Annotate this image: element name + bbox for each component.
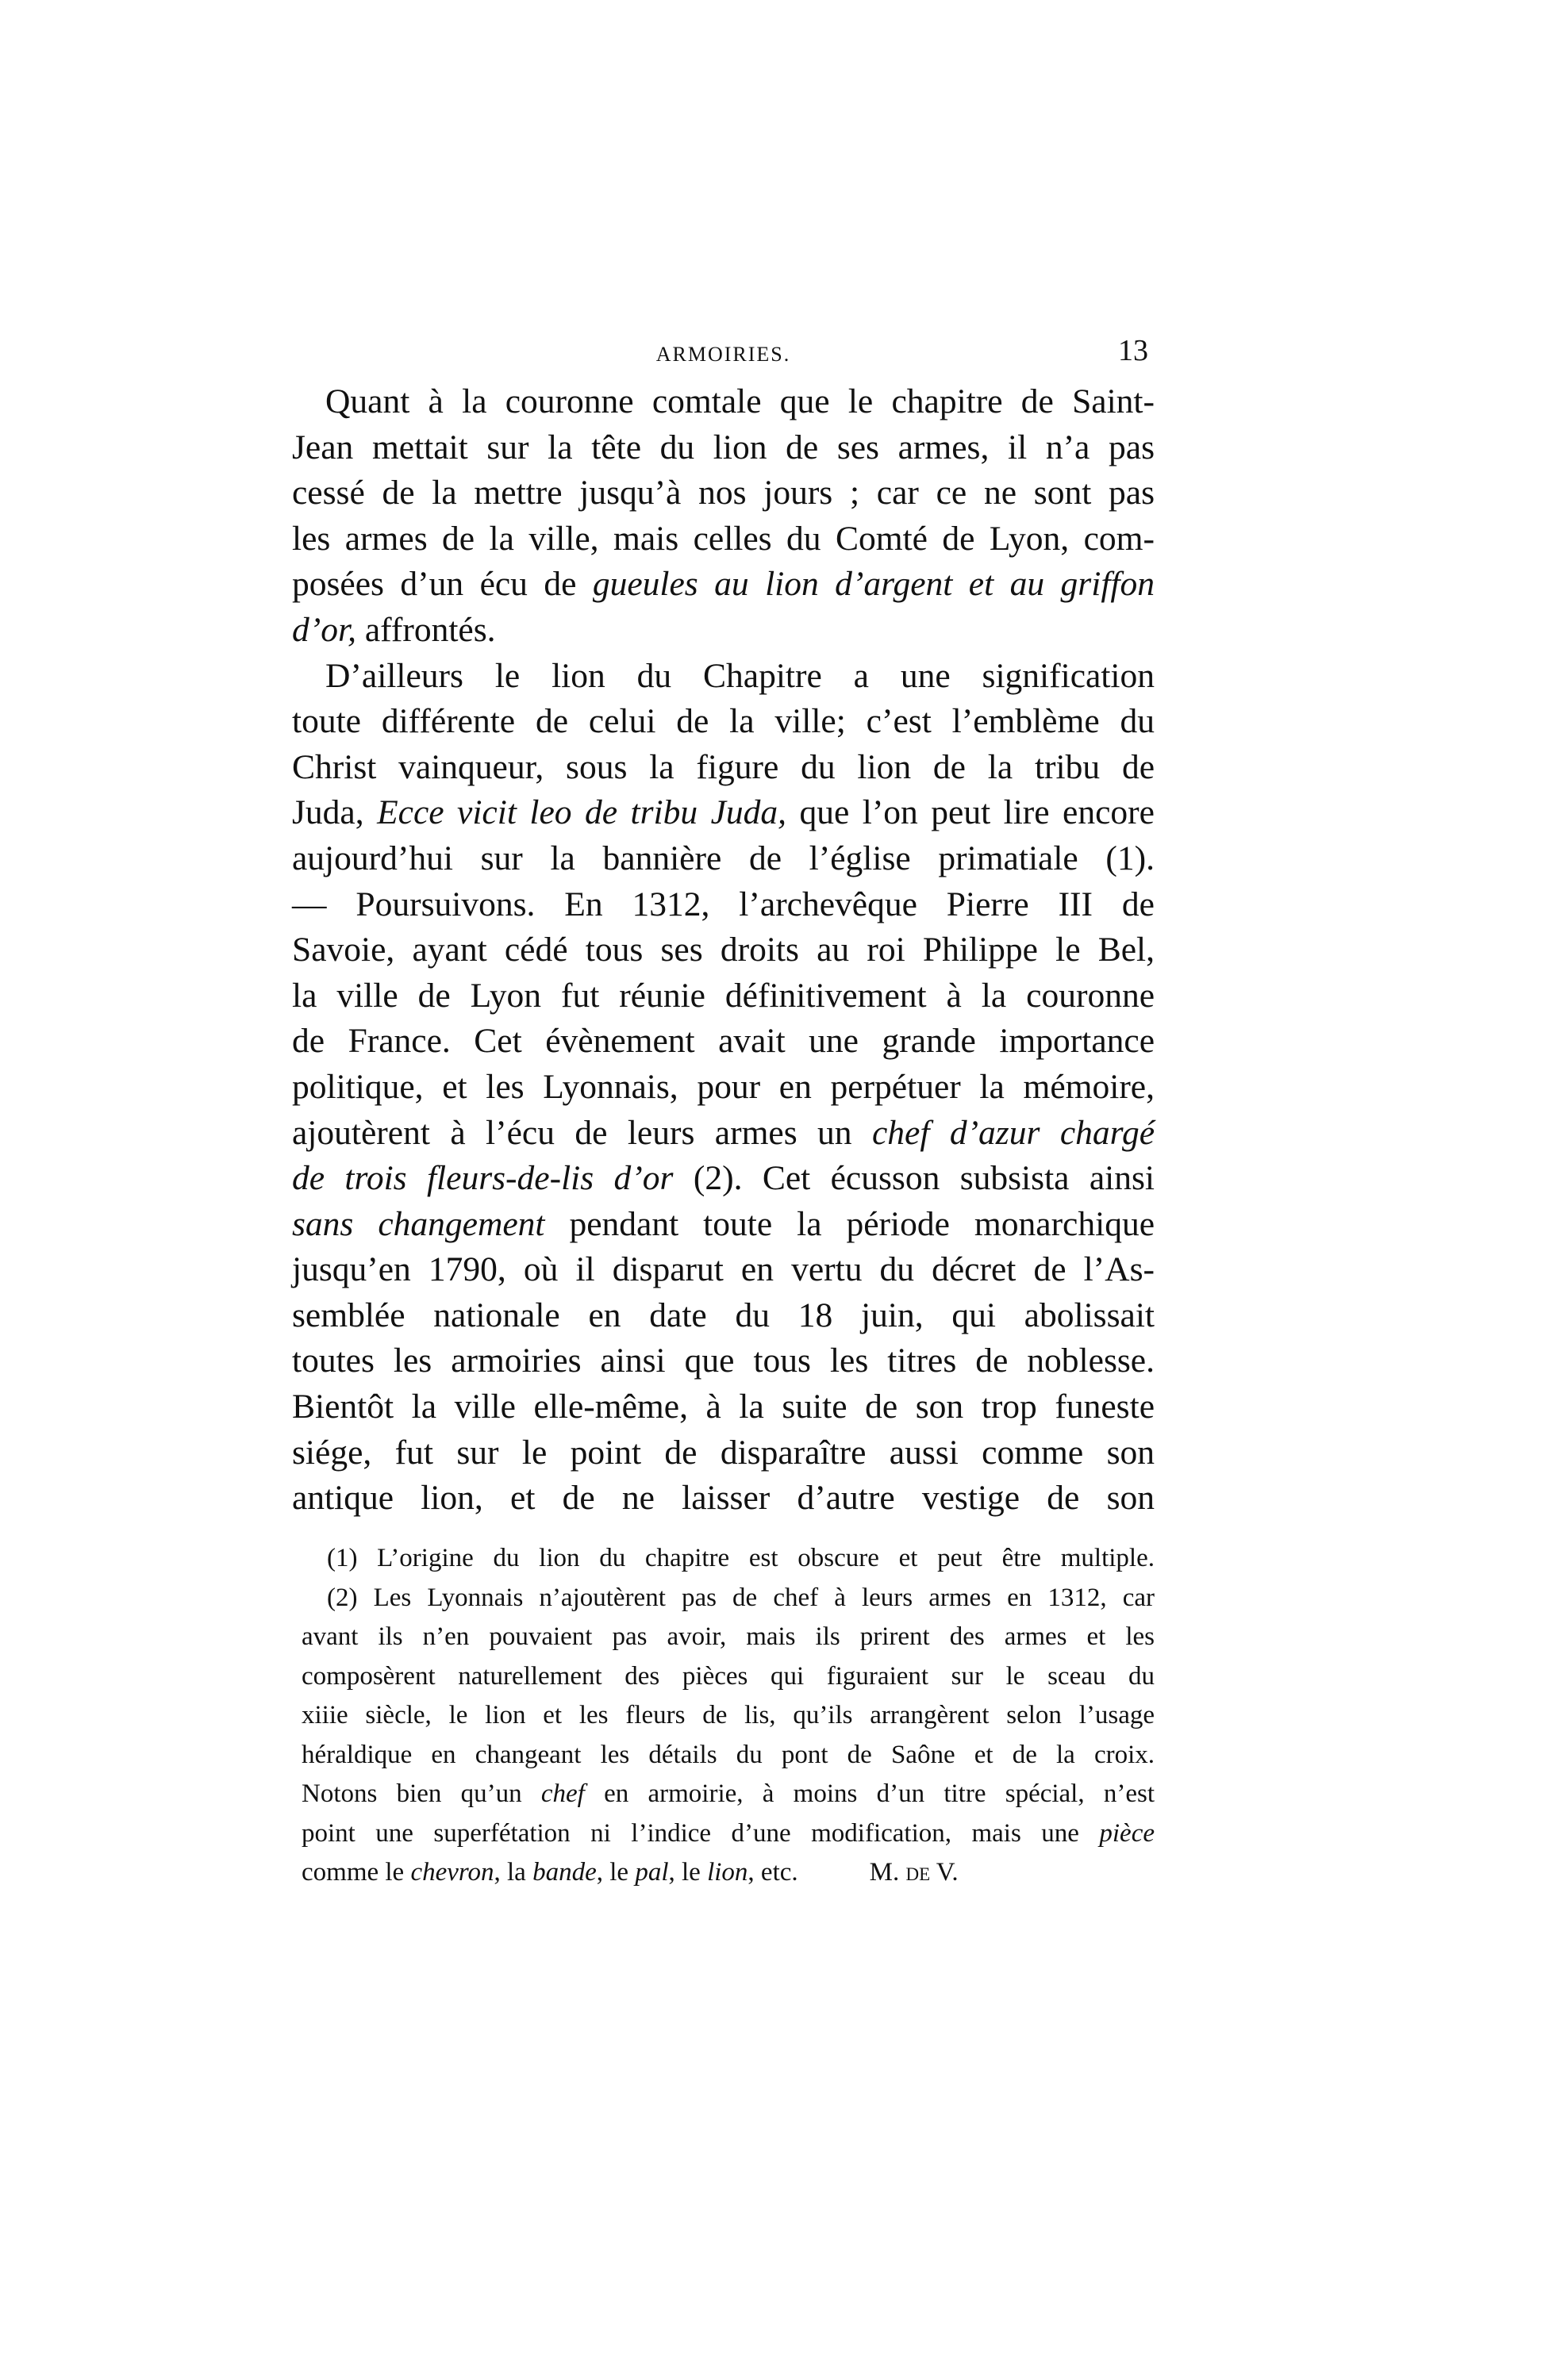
text-line (292, 562, 1155, 608)
italic-segment: chef (540, 1779, 585, 1808)
text-segment: , le (668, 1858, 708, 1887)
signature: M. de V. (869, 1858, 959, 1887)
text-line: politique, et les Lyonnais, pour en perpétuer la mémoire, (292, 1067, 1155, 1106)
italic-segment: pal (635, 1858, 669, 1887)
text-segment: , etc. (748, 1858, 798, 1887)
running-head (292, 332, 1155, 371)
text-line: Jean mettait sur la tête du lion de ses armes, il n’a pas (292, 428, 1155, 466)
footnote-2: (2) Les Lyonnais n’ajoutèrent pas de chef à leurs armes en 1312, car (327, 1583, 1155, 1612)
text-segment: pendant toute la période monarchique (544, 1204, 1155, 1243)
text-line: antique lion, et de ne laisser d’autre vestige de son (292, 1479, 1155, 1518)
footnote-line: composèrent naturellement des pièces qui figuraient sur le sceau du (302, 1661, 1155, 1691)
footnote-1: (1) L’origine du lion du chapitre est obscure et peut être multiple. (327, 1544, 1155, 1572)
italic-segment: chevron (410, 1858, 494, 1887)
text-line: jusqu’en 1790, où il disparut en vertu du décret de l’As- (292, 1250, 1155, 1289)
text-line (292, 1111, 1155, 1157)
footnote-line: avant ils n’en pouvaient pas avoir, mais ils prirent des armes et les (302, 1622, 1155, 1651)
text-line: de France. Cet évènement avait une grande importance (292, 1022, 1155, 1061)
italic-segment: bande (532, 1858, 597, 1887)
text-segment: comme le (302, 1858, 411, 1887)
text-line: D’ailleurs le lion du Chapitre a une signification (325, 656, 1155, 695)
italic-segment: d’or, (292, 610, 356, 649)
text-line: cessé de la mettre jusqu’à nos jours ; car ce ne sont pas (292, 474, 1155, 512)
text-line: Bientôt la ville elle-même, à la suite de son trop funeste (292, 1388, 1155, 1426)
italic-segment: lion (707, 1858, 748, 1887)
text-segment: posées d’un écu de (292, 565, 593, 604)
text-segment: ajoutèrent à l’écu de leurs armes un (292, 1113, 872, 1152)
italic-segment: Ecce vicit leo de tribu Juda, (377, 793, 786, 832)
italic-segment: de trois fleurs-de-lis d’or (292, 1159, 674, 1198)
page-number: 13 (1118, 334, 1148, 367)
text-segment: affrontés. (356, 610, 496, 649)
text-line: semblée nationale en date du 18 juin, qui abolissait (292, 1296, 1155, 1334)
text-line: la ville de Lyon fut réunie définitivement à la couronne (292, 976, 1155, 1015)
text-line: toute différente de celui de la ville; c’est l’emblème du (292, 702, 1155, 741)
footnote-line (302, 1853, 1155, 1893)
footnote-line (302, 1814, 1155, 1854)
text-line (292, 608, 1155, 654)
text-line: Christ vainqueur, sous la figure du lion de la tribu de (292, 747, 1155, 786)
footnote-line: héraldique en changeant les détails du pont de Saône et de la croix. (302, 1740, 1155, 1769)
text-segment: , la (494, 1858, 533, 1887)
text-segment: que l’on peut lire encore (786, 793, 1155, 832)
text-segment: point une superfétation ni l’indice d’une modification, mais une (302, 1818, 1100, 1848)
text-line: les armes de la ville, mais celles du Comté de Lyon, com- (292, 519, 1155, 558)
text-line: — Poursuivons. En 1312, l’archevêque Pierre III de (292, 885, 1155, 923)
text-line: Savoie, ayant cédé tous ses droits au roi Philippe le Bel, (292, 931, 1155, 969)
text-line (292, 1156, 1155, 1202)
text-line: aujourd’hui sur la bannière de l’église primatiale (1). (292, 839, 1155, 877)
footnote-line: xiiie siècle, le lion et les fleurs de lis, qu’ils arrangèrent selon l’usage (302, 1701, 1155, 1729)
text-line: toutes les armoiries ainsi que tous les titres de noblesse. (292, 1342, 1155, 1380)
text-segment: , le (596, 1858, 636, 1887)
italic-segment: chef d’azur chargé (871, 1113, 1155, 1152)
text-segment: en armoirie, à moins d’un titre spécial, n’est (584, 1779, 1155, 1808)
running-title: ARMOIRIES. (655, 343, 791, 366)
footnote-line (302, 1775, 1155, 1814)
footnotes (302, 1539, 1155, 1893)
text-segment: (2). Cet écusson subsista ainsi (673, 1159, 1155, 1198)
text-line: Quant à la couronne comtale que le chapitre de Saint- (325, 382, 1155, 420)
italic-segment: pièce (1099, 1818, 1155, 1848)
italic-segment: sans changement (292, 1204, 545, 1243)
text-line (292, 790, 1155, 836)
main-text (292, 379, 1155, 1522)
italic-segment: gueules au lion d’argent et au griffon (592, 565, 1155, 604)
text-segment: Juda, (292, 793, 378, 832)
text-line: siége, fut sur le point de disparaître aussi comme son (292, 1433, 1155, 1472)
text-line (292, 1202, 1155, 1248)
text-segment: Notons bien qu’un (302, 1779, 541, 1808)
